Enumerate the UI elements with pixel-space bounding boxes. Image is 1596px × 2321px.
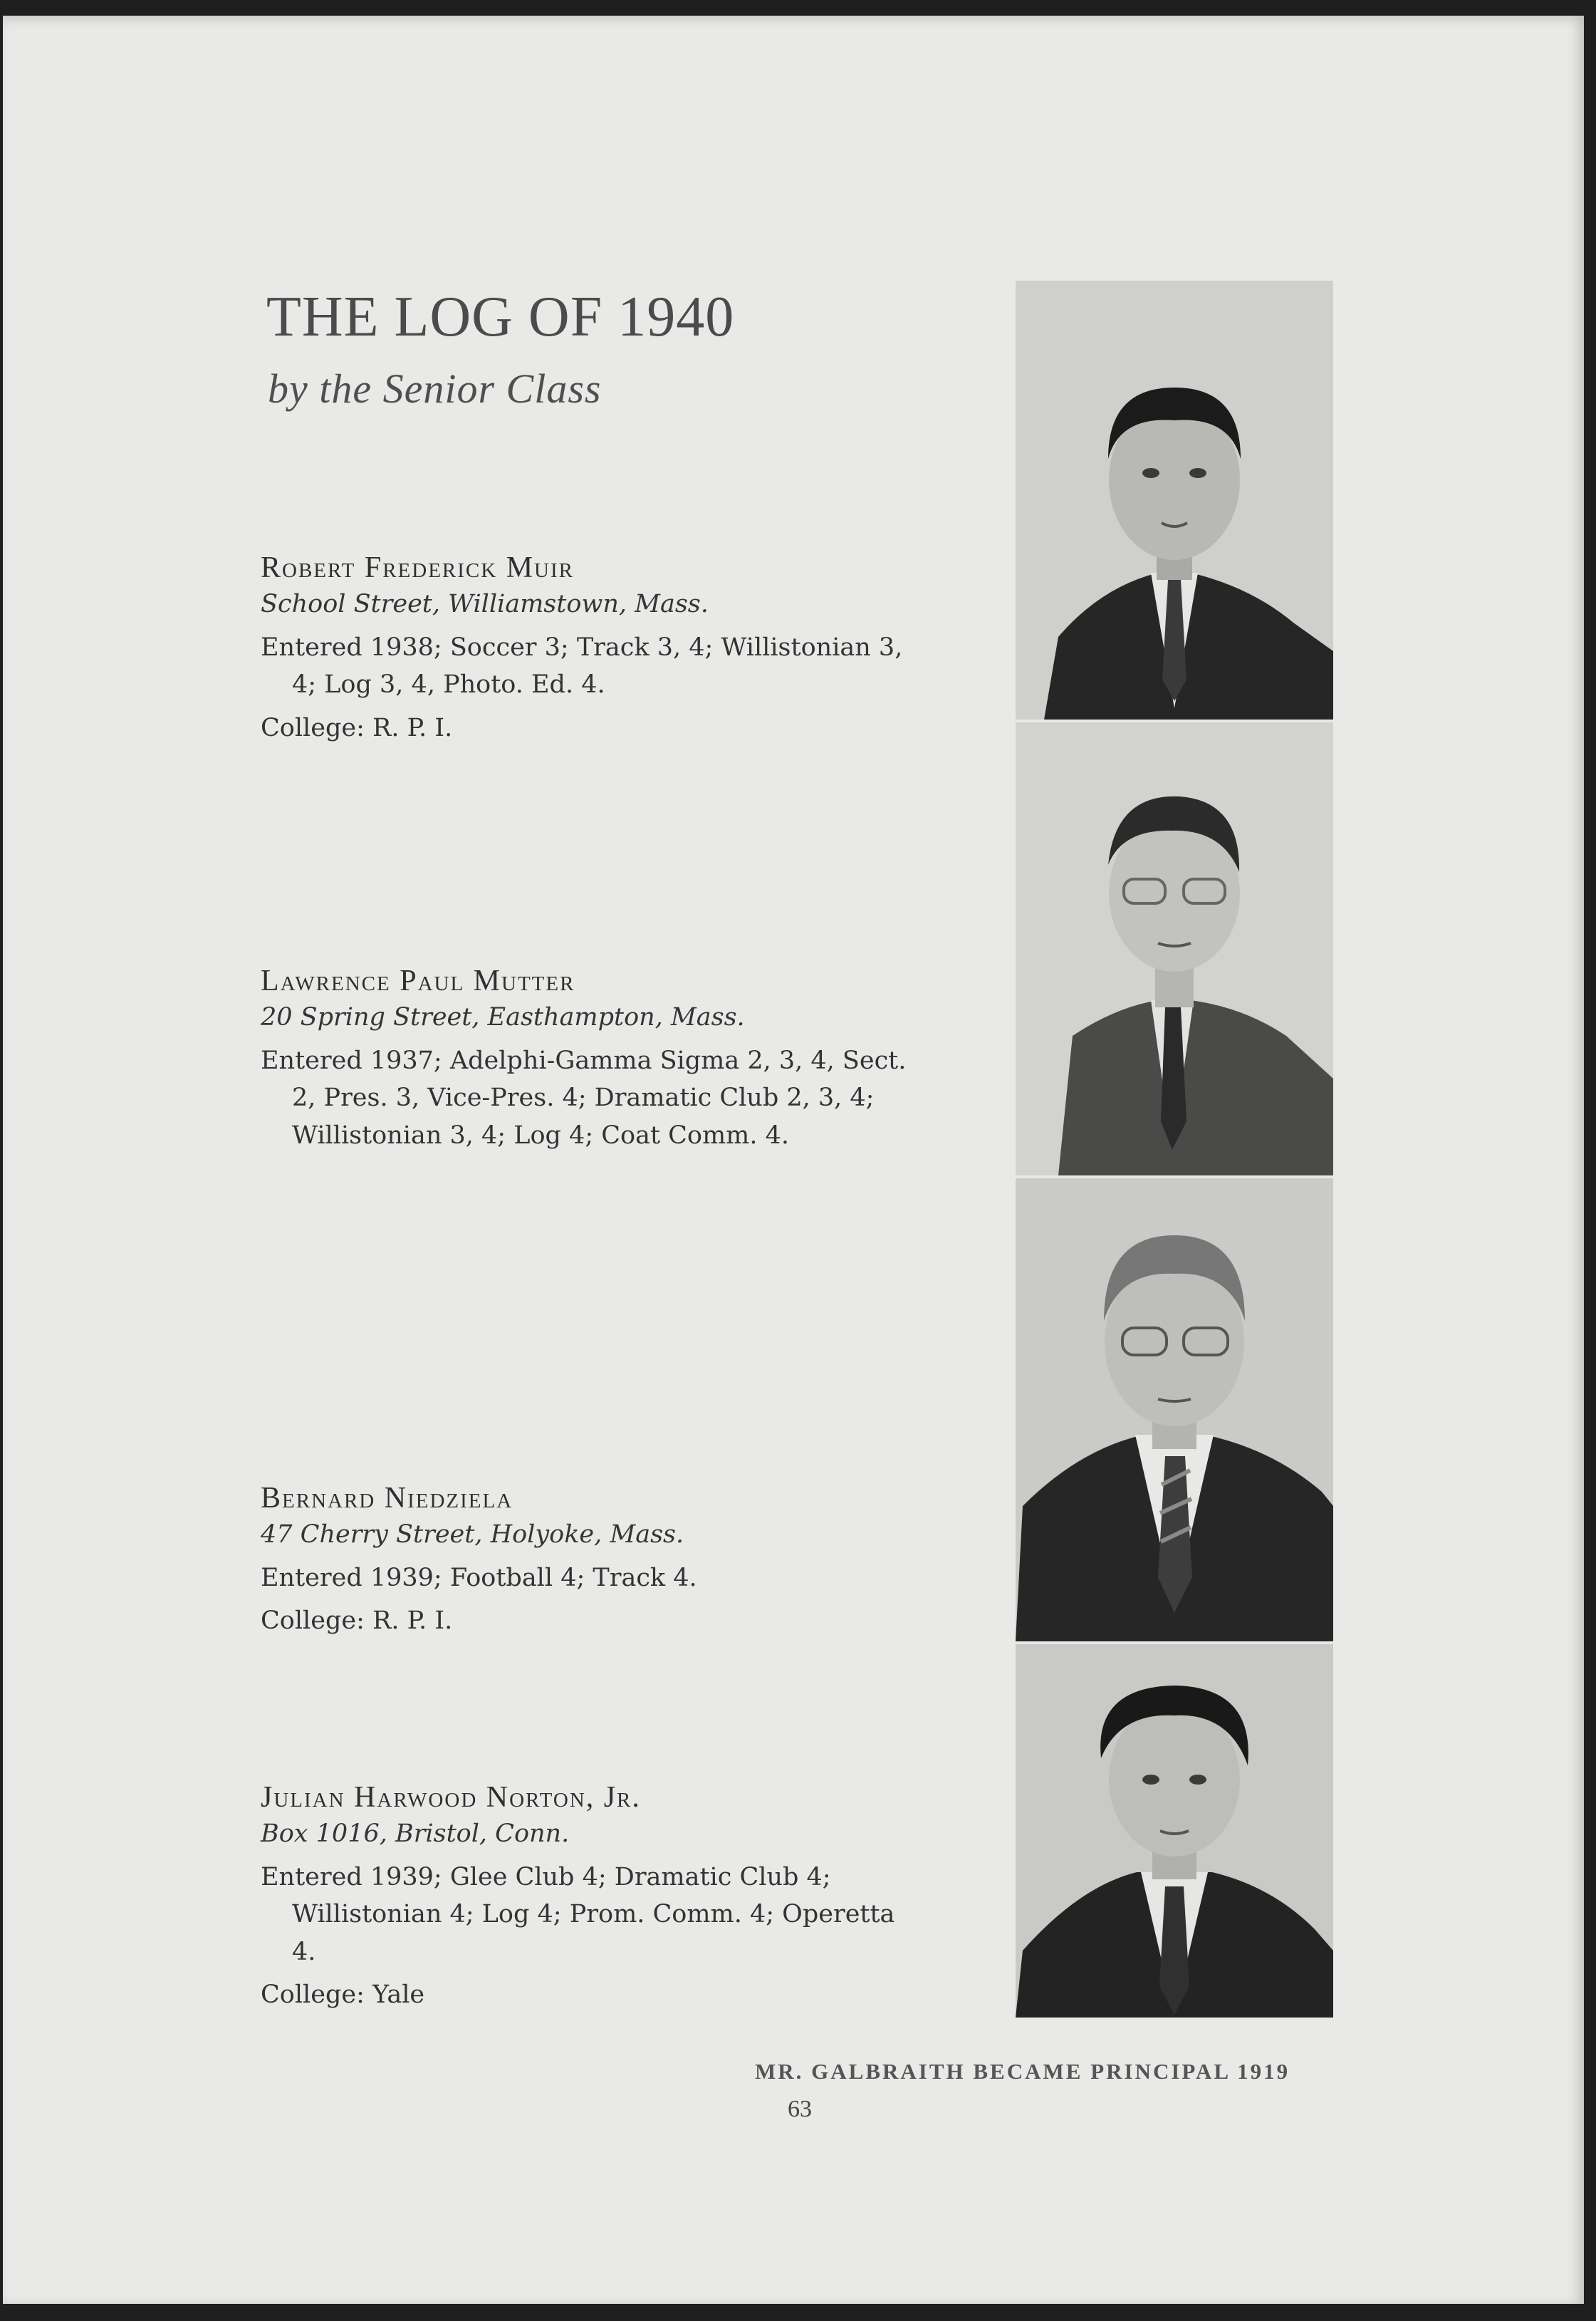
student-activities: Entered 1939; Glee Club 4; Dramatic Club 4; Willistonian 4; Log 4; Prom. Comm. 4; Operetta 4. [261, 1862, 895, 1966]
page-number: 63 [788, 2096, 812, 2122]
portrait-photo [1016, 1644, 1333, 2018]
portrait-photo [1016, 1178, 1333, 1641]
yearbook-page [3, 16, 1584, 2304]
portrait-photo [1016, 722, 1333, 1175]
student-name: Julian Harwood Norton, Jr. [261, 1781, 641, 1814]
footer-caption: MR. GALBRAITH BECAME PRINCIPAL 1919 [755, 2059, 1290, 2084]
student-address: 20 Spring Street, Easthampton, Mass. [261, 1003, 745, 1032]
student-college: College: R. P. I. [261, 713, 453, 742]
page-title: THE LOG OF 1940 [266, 286, 735, 348]
student-address: 47 Cherry Street, Holyoke, Mass. [261, 1520, 684, 1549]
student-address: School Street, Williamstown, Mass. [261, 590, 709, 619]
page-subtitle: by the Senior Class [268, 365, 602, 412]
student-name: Robert Frederick Muir [261, 551, 574, 584]
student-address: Box 1016, Bristol, Conn. [261, 1819, 570, 1849]
student-college: College: Yale [261, 1980, 425, 2010]
portrait-photo [1016, 281, 1333, 720]
student-college: College: R. P. I. [261, 1606, 453, 1636]
senior-entry [261, 963, 916, 1154]
senior-entry [261, 1480, 916, 1640]
student-activities: Entered 1937; Adelphi-Gamma Sigma 2, 3, 4, Sect. 2, Pres. 3, Vice-Pres. 4; Dramatic Club 2, 3, 4; Willistonian 3, 4; Log 4; Coat Comm. 4. [261, 1046, 907, 1150]
student-activities: Entered 1939; Football 4; Track 4. [261, 1563, 697, 1592]
senior-entry [261, 550, 916, 747]
student-name: Lawrence Paul Mutter [261, 965, 575, 997]
student-name: Bernard Niedziela [261, 1482, 513, 1515]
senior-entry [261, 1780, 916, 2014]
student-activities: Entered 1938; Soccer 3; Track 3, 4; Willistonian 3, 4; Log 3, 4, Photo. Ed. 4. [261, 633, 903, 700]
